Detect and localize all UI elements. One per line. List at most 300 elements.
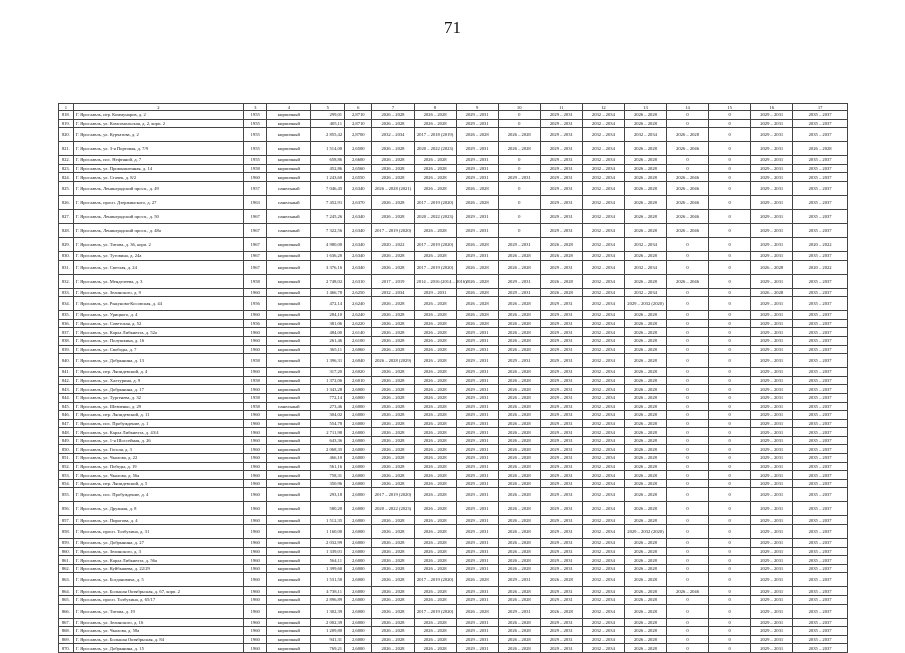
address-cell: Г. Ярославль, ул. Туговина, д. 24а bbox=[73, 251, 243, 260]
period-cell: 2026 – 2028 bbox=[624, 627, 666, 636]
period-cell: 0 bbox=[667, 411, 709, 420]
period-cell: 2026 – 2028 bbox=[372, 436, 414, 445]
address-cell: Г. Ярославль, ул. Чкалова, д. 22 bbox=[73, 454, 243, 463]
period-cell: 0 bbox=[709, 156, 751, 165]
period-cell: 2029 – 2031 bbox=[456, 564, 498, 573]
period-cell: 2026 – 2028 bbox=[624, 644, 666, 653]
address-cell: Г. Ярославль, ул. Карла Либкнехта, д. 43/4 bbox=[73, 428, 243, 437]
period-cell: 2032 – 2034 bbox=[372, 288, 414, 297]
area-cell: 1 339,01 bbox=[311, 547, 345, 556]
period-cell: 0 bbox=[667, 596, 709, 605]
period-cell: 0 bbox=[709, 385, 751, 394]
period-cell: 2026 – 2028 bbox=[624, 393, 666, 402]
period-cell: 0 bbox=[709, 618, 751, 627]
year-cell: 1963 bbox=[244, 195, 267, 209]
material-cell: кирпичный bbox=[267, 587, 311, 596]
rate-cell: 2,6240 bbox=[345, 297, 372, 311]
column-number-row bbox=[59, 104, 848, 111]
row-number: 821. bbox=[59, 142, 74, 156]
period-cell: 2026 – 2028 bbox=[414, 618, 456, 627]
area-cell: 381,06 bbox=[311, 319, 345, 328]
material-cell: кирпичный bbox=[267, 462, 311, 471]
row-number: 856. bbox=[59, 502, 74, 516]
rate-cell: 2,6370 bbox=[345, 195, 372, 209]
period-cell: 2029 – 2031 bbox=[540, 173, 582, 182]
period-cell: 0 bbox=[709, 311, 751, 320]
period-cell: 2029 – 2031 bbox=[751, 428, 793, 437]
table-row bbox=[59, 260, 848, 274]
period-cell: 0 bbox=[667, 618, 709, 627]
period-cell: 2026 – 2028 bbox=[624, 445, 666, 454]
period-cell: 2026 – 2028 bbox=[624, 368, 666, 377]
period-cell: 2026 – 2028 bbox=[498, 618, 540, 627]
period-cell: 2026 – 2028 bbox=[372, 516, 414, 525]
period-cell: 2026 – 2028 bbox=[414, 564, 456, 573]
row-number: 853. bbox=[59, 471, 74, 480]
period-cell: 2020 – 2022 (2023) bbox=[414, 142, 456, 156]
rate-cell: 2,6000 bbox=[345, 471, 372, 480]
column-number: 15 bbox=[709, 104, 751, 111]
period-cell: 2029 – 2031 bbox=[456, 376, 498, 385]
period-cell: 2029 – 2031 bbox=[751, 156, 793, 165]
area-cell: 564,11 bbox=[311, 556, 345, 565]
period-cell: 0 bbox=[667, 385, 709, 394]
period-cell: 2026 – 2028 bbox=[624, 402, 666, 411]
capital-repair-schedule-table bbox=[58, 103, 848, 653]
period-cell: 2026 – 2028 bbox=[414, 525, 456, 539]
address-cell: Г. Ярославль, просп. Дзержинского, д. 27 bbox=[73, 195, 243, 209]
period-cell: 2029 – 2031 bbox=[456, 209, 498, 223]
period-cell: 0 bbox=[498, 119, 540, 128]
area-cell: 293,18 bbox=[311, 488, 345, 502]
table-row bbox=[59, 328, 848, 337]
period-cell: 0 bbox=[498, 164, 540, 173]
area-cell: 1 302,39 bbox=[311, 604, 345, 618]
period-cell: 2026 – 2028 bbox=[624, 556, 666, 565]
period-cell: 2026 – 2028 bbox=[498, 587, 540, 596]
material-cell: кирпичный bbox=[267, 644, 311, 653]
period-cell: 0 bbox=[709, 488, 751, 502]
period-cell: 2029 – 2031 bbox=[540, 164, 582, 173]
year-cell: 1958 bbox=[244, 402, 267, 411]
year-cell: 1960 bbox=[244, 173, 267, 182]
material-cell: кирпичный bbox=[267, 260, 311, 274]
period-cell: 2026 – 2028 bbox=[414, 516, 456, 525]
period-cell: 2029 – 2031 bbox=[540, 445, 582, 454]
period-cell: 2029 – 2031 bbox=[456, 156, 498, 165]
period-cell: 2026 – 2028 bbox=[414, 419, 456, 428]
table-row bbox=[59, 181, 848, 195]
period-cell: 0 bbox=[709, 173, 751, 182]
period-cell: 2026 – 2028 bbox=[372, 209, 414, 223]
period-cell: 2029 – 2031 bbox=[540, 354, 582, 368]
table-row bbox=[59, 209, 848, 223]
period-cell: 2026 – 2028 bbox=[372, 311, 414, 320]
period-cell: 2026 – 2028 bbox=[414, 547, 456, 556]
period-cell: 2035 – 2037 bbox=[793, 445, 848, 454]
period-cell: 2026 – 2028 bbox=[498, 393, 540, 402]
period-cell: 2029 – 2031 bbox=[751, 402, 793, 411]
period-cell: 2026 – 2028 bbox=[498, 644, 540, 653]
period-cell: 2020 – 2022 (2023) bbox=[372, 502, 414, 516]
period-cell: 2026 – 2028 bbox=[498, 462, 540, 471]
period-cell: 2026 – 2028 bbox=[414, 596, 456, 605]
period-cell: 0 bbox=[667, 328, 709, 337]
period-cell: 2035 – 2037 bbox=[793, 516, 848, 525]
table-row bbox=[59, 376, 848, 385]
year-cell: 1960 bbox=[244, 644, 267, 653]
area-cell: 7 245,26 bbox=[311, 209, 345, 223]
period-cell: 2029 – 2031 bbox=[751, 354, 793, 368]
rate-cell: 2,8710 bbox=[345, 119, 372, 128]
address-cell: Г. Ярославль, ул. Свободы, д. 7 bbox=[73, 345, 243, 354]
address-cell: Г. Ярославль, ул. Советская, д. 52 bbox=[73, 319, 243, 328]
period-cell: 2026 – 2028 bbox=[372, 319, 414, 328]
period-cell: 2026 – 2028 bbox=[498, 525, 540, 539]
year-cell: 1960 bbox=[244, 516, 267, 525]
period-cell: 2026 – 2046 bbox=[667, 195, 709, 209]
period-cell: 2029 – 2031 bbox=[751, 525, 793, 539]
period-cell: 2029 – 2031 bbox=[751, 119, 793, 128]
period-cell: 2029 – 2031 bbox=[456, 547, 498, 556]
period-cell: 2032 – 2034 bbox=[582, 488, 624, 502]
period-cell: 2026 – 2028 bbox=[414, 328, 456, 337]
table-row bbox=[59, 525, 848, 539]
period-cell: 2026 – 2028 bbox=[414, 539, 456, 548]
period-cell: 2026 – 2028 bbox=[372, 195, 414, 209]
period-cell: 2029 – 2031 bbox=[751, 462, 793, 471]
row-number: 860. bbox=[59, 547, 74, 556]
period-cell: 2026 – 2028 bbox=[498, 385, 540, 394]
period-cell: 0 bbox=[709, 419, 751, 428]
period-cell: 2032 – 2034 bbox=[582, 627, 624, 636]
period-cell: 2026 – 2028 bbox=[372, 556, 414, 565]
row-number: 866. bbox=[59, 604, 74, 618]
period-cell: 2029 – 2031 bbox=[456, 471, 498, 480]
address-cell: Г. Ярославль, пос. Нефтяной, д. 7 bbox=[73, 156, 243, 165]
material-cell: кирпичный bbox=[267, 328, 311, 337]
row-number: 819. bbox=[59, 119, 74, 128]
period-cell: 2029 – 2031 bbox=[456, 385, 498, 394]
period-cell: 0 bbox=[667, 354, 709, 368]
year-cell: 1960 bbox=[244, 627, 267, 636]
period-cell: 2029 – 2031 bbox=[498, 237, 540, 251]
period-cell: 0 bbox=[667, 547, 709, 556]
period-cell: 0 bbox=[709, 402, 751, 411]
period-cell: 2029 – 2031 bbox=[751, 209, 793, 223]
material-cell: кирпичный bbox=[267, 428, 311, 437]
period-cell: 2026 – 2028 bbox=[624, 547, 666, 556]
period-cell: 2029 – 2031 bbox=[456, 462, 498, 471]
period-cell: 2035 – 2037 bbox=[793, 311, 848, 320]
period-cell: 2029 – 2031 bbox=[751, 376, 793, 385]
period-cell: 2032 – 2034 bbox=[582, 471, 624, 480]
table-row bbox=[59, 297, 848, 311]
period-cell: 2029 – 2031 bbox=[540, 516, 582, 525]
period-cell: 0 bbox=[667, 311, 709, 320]
period-cell: 2026 – 2028 bbox=[372, 564, 414, 573]
rate-cell: 2,6140 bbox=[345, 328, 372, 337]
table-body bbox=[59, 111, 848, 653]
period-cell: 2026 – 2028 bbox=[624, 596, 666, 605]
period-cell: 2032 – 2034 bbox=[582, 195, 624, 209]
period-cell: 0 bbox=[667, 393, 709, 402]
period-cell: 0 bbox=[709, 573, 751, 587]
period-cell: 2026 – 2028 bbox=[624, 516, 666, 525]
material-cell: кирпичный bbox=[267, 573, 311, 587]
rate-cell: 2,6000 bbox=[345, 502, 372, 516]
period-cell: 2026 – 2028 bbox=[414, 181, 456, 195]
address-cell: Г. Ярославль, ул. Добрынина, д. 17 bbox=[73, 385, 243, 394]
period-cell: 0 bbox=[709, 237, 751, 251]
period-cell: 2017 – 2019 (2020) bbox=[414, 195, 456, 209]
period-cell: 2029 – 2031 bbox=[456, 539, 498, 548]
period-cell: 2029 – 2031 bbox=[498, 354, 540, 368]
year-cell: 1960 bbox=[244, 587, 267, 596]
column-number: 5 bbox=[311, 104, 345, 111]
table-row bbox=[59, 274, 848, 288]
table-row bbox=[59, 173, 848, 182]
area-cell: 3 376,16 bbox=[311, 260, 345, 274]
year-cell: 1955 bbox=[244, 142, 267, 156]
period-cell: 2029 – 2031 bbox=[751, 635, 793, 644]
period-cell: 2026 – 2028 bbox=[498, 471, 540, 480]
period-cell: 2026 – 2028 bbox=[372, 402, 414, 411]
table-row bbox=[59, 635, 848, 644]
period-cell: 2029 – 2031 bbox=[751, 328, 793, 337]
period-cell: 2035 – 2037 bbox=[793, 393, 848, 402]
period-cell: 2026 – 2028 bbox=[414, 488, 456, 502]
row-number: 826. bbox=[59, 195, 74, 209]
period-cell: 0 bbox=[667, 119, 709, 128]
period-cell: 2029 – 2032 (2020) bbox=[624, 525, 666, 539]
row-number: 868. bbox=[59, 627, 74, 636]
period-cell: 2029 – 2031 bbox=[540, 111, 582, 120]
row-number: 840. bbox=[59, 354, 74, 368]
address-cell: Г. Ярославль, ул. Чкалова, д. 56а bbox=[73, 471, 243, 480]
row-number: 829. bbox=[59, 237, 74, 251]
area-cell: 643,36 bbox=[311, 436, 345, 445]
period-cell: 0 bbox=[667, 627, 709, 636]
period-cell: 2029 – 2031 bbox=[751, 411, 793, 420]
rate-cell: 2,6040 bbox=[345, 354, 372, 368]
period-cell: 2026 – 2028 bbox=[624, 587, 666, 596]
period-cell: 2026 – 2028 bbox=[624, 251, 666, 260]
period-cell: 2029 – 2031 bbox=[456, 393, 498, 402]
address-cell: Г. Ярославль, ул. Рыкунова-Косовская, д. 44 bbox=[73, 297, 243, 311]
period-cell: 2026 – 2028 bbox=[414, 119, 456, 128]
period-cell: 2029 – 2031 bbox=[540, 385, 582, 394]
period-cell: 2026 – 2028 bbox=[372, 644, 414, 653]
material-cell: кирпичный bbox=[267, 556, 311, 565]
period-cell: 2029 – 2031 bbox=[456, 635, 498, 644]
area-cell: 758,31 bbox=[311, 471, 345, 480]
year-cell: 1960 bbox=[244, 454, 267, 463]
period-cell: 2029 – 2031 bbox=[540, 319, 582, 328]
period-cell: 0 bbox=[667, 345, 709, 354]
period-cell: 2032 – 2034 bbox=[582, 428, 624, 437]
period-cell: 2035 – 2037 bbox=[793, 164, 848, 173]
period-cell: 2032 – 2034 bbox=[582, 164, 624, 173]
rate-cell: 2,6000 bbox=[345, 547, 372, 556]
period-cell: 2029 – 2031 bbox=[456, 556, 498, 565]
period-cell: 2026 – 2028 bbox=[372, 251, 414, 260]
year-cell: 1960 bbox=[244, 618, 267, 627]
period-cell: 2029 – 2031 bbox=[540, 627, 582, 636]
period-cell: 2029 – 2031 bbox=[456, 445, 498, 454]
area-cell: 350,96 bbox=[311, 479, 345, 488]
period-cell: 0 bbox=[709, 297, 751, 311]
rate-cell: 2,6000 bbox=[345, 402, 372, 411]
period-cell: 2026 – 2028 bbox=[498, 376, 540, 385]
table-row bbox=[59, 402, 848, 411]
row-number: 863. bbox=[59, 573, 74, 587]
row-number: 825. bbox=[59, 181, 74, 195]
year-cell: 1958 bbox=[244, 393, 267, 402]
period-cell: 2029 – 2031 bbox=[751, 297, 793, 311]
rate-cell: 2,6100 bbox=[345, 336, 372, 345]
table-row bbox=[59, 411, 848, 420]
period-cell: 2032 – 2034 bbox=[582, 502, 624, 516]
period-cell: 2032 – 2034 bbox=[582, 288, 624, 297]
address-cell: Г. Ярославль, ул. Халтурина, д. 9 bbox=[73, 376, 243, 385]
row-number: 842. bbox=[59, 376, 74, 385]
period-cell: 2026 – 2028 bbox=[372, 336, 414, 345]
period-cell: 2026 – 2028 bbox=[624, 142, 666, 156]
rate-cell: 2,6000 bbox=[345, 525, 372, 539]
material-cell: кирпичный bbox=[267, 336, 311, 345]
material-cell: кирпичный bbox=[267, 419, 311, 428]
address-cell: Г. Ярославль, ул. Богдановича, д. 5 bbox=[73, 573, 243, 587]
year-cell: 1960 bbox=[244, 635, 267, 644]
period-cell: 2029 – 2031 bbox=[540, 311, 582, 320]
area-cell: 472,14 bbox=[311, 297, 345, 311]
period-cell: 2026 – 2028 bbox=[498, 428, 540, 437]
address-cell: Г. Ярославль, пер. Ляпидевский, д. 4 bbox=[73, 368, 243, 377]
year-cell: 1955 bbox=[244, 111, 267, 120]
period-cell: 2026 – 2028 bbox=[414, 297, 456, 311]
period-cell: 2032 – 2034 bbox=[582, 111, 624, 120]
period-cell: 2026 – 2028 bbox=[624, 319, 666, 328]
period-cell: 2032 – 2034 bbox=[582, 223, 624, 237]
period-cell: 2035 – 2037 bbox=[793, 502, 848, 516]
table-row bbox=[59, 479, 848, 488]
period-cell: 2017 – 2019 bbox=[372, 274, 414, 288]
rate-cell: 2,6250 bbox=[345, 288, 372, 297]
area-cell: 484,00 bbox=[311, 328, 345, 337]
material-cell: кирпичный bbox=[267, 479, 311, 488]
rate-cell: 2,6010 bbox=[345, 376, 372, 385]
period-cell: 2029 – 2031 bbox=[751, 311, 793, 320]
period-cell: 0 bbox=[667, 539, 709, 548]
rate-cell: 2,6220 bbox=[345, 319, 372, 328]
area-cell: 554,78 bbox=[311, 419, 345, 428]
year-cell: 1960 bbox=[244, 539, 267, 548]
area-cell: 2 748,02 bbox=[311, 274, 345, 288]
period-cell: 2026 – 2028 bbox=[456, 181, 498, 195]
rate-cell: 2,6340 bbox=[345, 181, 372, 195]
address-cell: Г. Ярославль, ул. Добрынина, д. 15 bbox=[73, 644, 243, 653]
period-cell: 2026 – 2028 bbox=[372, 479, 414, 488]
period-cell: 0 bbox=[709, 142, 751, 156]
period-cell: 0 bbox=[667, 635, 709, 644]
area-cell: 941,31 bbox=[311, 635, 345, 644]
period-cell: 2026 – 2028 bbox=[414, 428, 456, 437]
period-cell: 0 bbox=[667, 556, 709, 565]
period-cell: 2026 – 2028 bbox=[498, 502, 540, 516]
area-cell: 452,86 bbox=[311, 164, 345, 173]
rate-cell: 2,6000 bbox=[345, 644, 372, 653]
row-number: 818. bbox=[59, 111, 74, 120]
period-cell: 2035 – 2037 bbox=[793, 539, 848, 548]
area-cell: 7 322,56 bbox=[311, 223, 345, 237]
year-cell: 1960 bbox=[244, 428, 267, 437]
period-cell: 0 bbox=[667, 260, 709, 274]
material-cell: кирпичный bbox=[267, 354, 311, 368]
address-cell: Г. Ярославль, пос. Пробуждение, д. 1 bbox=[73, 419, 243, 428]
period-cell: 2026 – 2028 bbox=[498, 368, 540, 377]
period-cell: 2032 – 2034 bbox=[624, 260, 666, 274]
address-cell: Г. Ярославль, ул. Добрынина, д. 13 bbox=[73, 354, 243, 368]
period-cell: 2035 – 2037 bbox=[793, 209, 848, 223]
period-cell: 2026 – 2028 bbox=[414, 368, 456, 377]
table-row bbox=[59, 319, 848, 328]
address-cell: Г. Ярославль, пос. Пробуждение, д. 4 bbox=[73, 488, 243, 502]
row-number: 862. bbox=[59, 564, 74, 573]
period-cell: 0 bbox=[709, 368, 751, 377]
period-cell: 2029 – 2031 bbox=[540, 119, 582, 128]
year-cell: 1960 bbox=[244, 479, 267, 488]
period-cell: 0 bbox=[709, 111, 751, 120]
period-cell: 2029 – 2031 bbox=[456, 502, 498, 516]
period-cell: 2029 – 2031 bbox=[540, 525, 582, 539]
period-cell: 2029 – 2031 bbox=[456, 345, 498, 354]
rate-cell: 2,6000 bbox=[345, 385, 372, 394]
period-cell: 0 bbox=[667, 573, 709, 587]
table-row bbox=[59, 336, 848, 345]
table-row bbox=[59, 502, 848, 516]
period-cell: 2029 – 2031 bbox=[751, 195, 793, 209]
period-cell: 2026 – 2028 bbox=[624, 209, 666, 223]
material-cell: кирпичный bbox=[267, 251, 311, 260]
rate-cell: 2,6000 bbox=[345, 618, 372, 627]
table-row bbox=[59, 573, 848, 587]
period-cell: 0 bbox=[709, 119, 751, 128]
period-cell: 2026 – 2028 bbox=[414, 354, 456, 368]
address-cell: Г. Ярославль, пер. Ляпидевский, д. 5 bbox=[73, 479, 243, 488]
column-number: 1 bbox=[59, 104, 74, 111]
table-row bbox=[59, 454, 848, 463]
address-cell: Г. Ярославль, ул. Светлая, д. 24 bbox=[73, 260, 243, 274]
rate-cell: 2,6550 bbox=[345, 173, 372, 182]
year-cell: 1960 bbox=[244, 604, 267, 618]
rate-cell: 2,6310 bbox=[345, 274, 372, 288]
period-cell: 2032 – 2034 bbox=[582, 156, 624, 165]
material-cell: кирпичный bbox=[267, 488, 311, 502]
period-cell: 2026 – 2028 bbox=[456, 288, 498, 297]
period-cell: 2035 – 2037 bbox=[793, 618, 848, 627]
rate-cell: 2,6340 bbox=[345, 251, 372, 260]
row-number: 846. bbox=[59, 411, 74, 420]
period-cell: 2026 – 2028 (2021) bbox=[372, 181, 414, 195]
address-cell: Г. Ярославль, ул. Дружная, д. 8 bbox=[73, 502, 243, 516]
period-cell: 2029 – 2031 bbox=[540, 564, 582, 573]
period-cell: 2032 – 2034 bbox=[582, 644, 624, 653]
period-cell: 2026 – 2028 bbox=[498, 311, 540, 320]
period-cell: 2026 – 2028 bbox=[372, 142, 414, 156]
rate-cell: 2,6000 bbox=[345, 516, 372, 525]
period-cell: 2032 – 2034 bbox=[582, 311, 624, 320]
